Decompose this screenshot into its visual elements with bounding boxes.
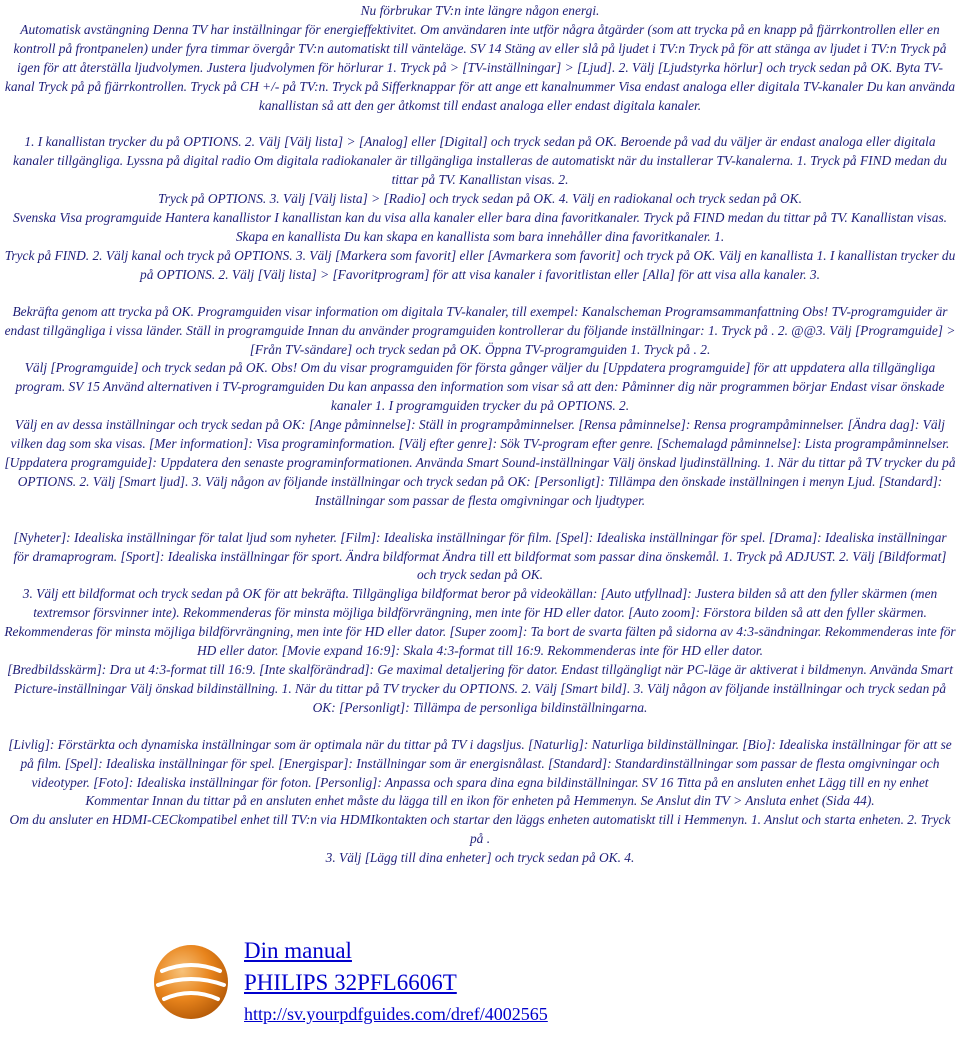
orange-sphere-logo-icon bbox=[150, 941, 232, 1023]
footer-link-group bbox=[244, 935, 548, 1029]
paragraph: Välj en av dessa inställningar och tryck sedan på OK: [Ange påminnelse]: Ställ in programpåminnelser. [Rensa påminnelse]: Rensa programpåminnelser. [Ändra dag]: Välj vilken dag som ska visas. [Mer information]: Visa programinformation. [Välj efter genre]: Sök TV-program efter genre. [Schemalagd påminnelse]: Lista programpåminnelser. [Uppdatera programguide]: Uppdatera den senaste programinformationen. Använda Smart Sound-inställningar Välj önskad ljudinställning. 1. När du tittar på TV trycker du på OPTIONS. 2. Välj [Smart ljud]. 3. Välj någon av följande inställningar och tryck sedan på OK: [Personligt]: Tillämpa den önskade inställningen i menyn Ljud. [Standard]: Inställningar som passar de flesta omgivningar och ljudtyper. bbox=[4, 417, 956, 508]
paragraph: [Nyheter]: Idealiska inställningar för talat ljud som nyheter. [Film]: Idealiska inställningar för film. [Spel]: Idealiska inställningar för spel. [Drama]: Idealiska inställningar för dramaprogram. [Sport]: Idealiska inställningar för sport. Ändra bildformat Ändra till ett bildformat som passar dina önskemål. 1. Tryck på ADJUST. 2. Välj [Bildformat] och tryck sedan på OK. bbox=[13, 529, 947, 583]
paragraph: Bekräfta genom att trycka på OK. Programguiden visar information om digitala TV-kanaler, till exempel: Kanalscheman Programsammanfattning Obs! TV-programguider är endast tillgängliga i vissa länder. Ställ in programguide Innan du använder programguiden kontrollerar du följande inställningar: 1. Tryck på . 2. @@3. Välj [Programguide] > [Från TV-sändare] och tryck sedan på OK. Öppna TV-programguiden 1. Tryck på . 2. bbox=[4, 303, 956, 357]
paragraph: Automatisk avstängning Denna TV har inställningar för energieffektivitet. Om användaren inte utför några åtgärder (som att trycka på en knapp på fjärrkontrollen eller en kontroll på frontpanelen) under fyra timmar övergår TV:n automatiskt till vänteläge. SV 14 Stäng av eller slå på ljudet i TV:n Tryck på för att stänga av ljudet i TV:n Tryck på igen för att återställa ljudvolymen. Justera ljudvolymen för hörlurar 1. Tryck på > [TV-inställningar] > [Ljud]. 2. Välj [Ljudstyrka hörlur] och tryck sedan på OK. Byta TV-kanal Tryck på på fjärrkontrollen. Tryck på CH +/- på TV:n. Tryck på Sifferknappar för att ange ett kanalnummer Visa endast analoga eller digitala TV-kanaler Du kan använda kanallistan så att den ger åtkomst till endast analoga eller endast digitala kanaler. bbox=[4, 21, 956, 113]
paragraph: 3. Välj ett bildformat och tryck sedan på OK för att bekräfta. Tillgängliga bildformat beror på videokällan: [Auto utfyllnad]: Justera bilden så att den fyller skärmen (men textremsor försvinner inte). Rekommenderas för minsta möjliga bildförvrängning, men inte för HD eller dator. [Auto zoom]: Förstora bilden så att den fyller skärmen. bbox=[22, 586, 938, 621]
paragraph: Rekommenderas för minsta möjliga bildförvrängning, men inte för HD eller dator. [Super zoom]: Ta bort de svarta fälten på sidorna av 4:3-sändningar. Rekommenderas inte för HD eller dator. [Movie expand 16:9]: Skala 4:3-format till 16:9. Rekommenderas inte för HD eller dator. bbox=[4, 624, 956, 659]
url-link[interactable]: http://sv.yourpdfguides.com/dref/4002565 bbox=[244, 1004, 548, 1024]
footer-links bbox=[150, 935, 710, 1035]
paragraph: Tryck på OPTIONS. 3. Välj [Välj lista] > [Radio] och tryck sedan på OK. 4. Välj en radiokanal och tryck sedan på OK. bbox=[158, 191, 802, 207]
paragraph: Tryck på FIND. 2. Välj kanal och tryck på OPTIONS. 3. Välj [Markera som favorit] eller [Avmarkera som favorit] och tryck på OK. Välj en kanallista 1. I kanallistan trycker du på OPTIONS. 2. Välj [Välj lista] > [Favoritprogram] för att visa kanaler i favoritlistan eller [Alla] för att visa alla kanaler. 3. bbox=[4, 247, 956, 282]
paragraph: 3. Välj [Lägg till dina enheter] och tryck sedan på OK. 4. bbox=[325, 850, 635, 866]
paragraph: [Livlig]: Förstärkta och dynamiska inställningar som är optimala när du tittar på TV i dagsljus. [Naturlig]: Naturliga bildinställningar. [Bio]: Idealiska inställningar för att se på film. [Spel]: Idealiska inställningar för spel. [Energispar]: Inställningar som är energisnålast. [Standard]: Standardinställningar som passar de flesta omgivningar och videotyper. [Foto]: Idealiska inställningar för foton. [Personlig]: Anpassa och spara dina egna bildinställningar. SV 16 Titta på en ansluten enhet Lägg till en ny enhet Kommentar Innan du tittar på en ansluten enhet måste du lägga till en ikon för enheten på Hemmenyn. Se Anslut din TV > Ansluta enhet (Sida 44). bbox=[8, 736, 952, 809]
model-link[interactable]: PHILIPS 32PFL6606T bbox=[244, 970, 457, 995]
paragraph: [Bredbildsskärm]: Dra ut 4:3-format till 16:9. [Inte skalförändrad]: Ge maximal detaljering för dator. Endast tillgängligt när PC-läge är aktiverat i bildmenyn. Använda Smart Picture-inställningar Välj önskad bildinställning. 1. När du tittar på TV trycker du OPTIONS. 2. Välj [Smart bild]. 3. Välj någon av följande inställningar och tryck sedan på OK: [Personligt]: Tillämpa de personliga bildinställningarna. bbox=[7, 662, 953, 715]
paragraph-gap bbox=[4, 511, 956, 529]
paragraph: Svenska Visa programguide Hantera kanallistor I kanallistan kan du visa alla kanaler eller bara dina favoritkanaler. Tryck på FIND medan du tittar på TV. Kanallistan visas. Skapa en kanallista Du kan skapa en kanallista som bara innehåller dina favoritkanaler. 1. bbox=[12, 210, 948, 244]
paragraph-gap bbox=[4, 718, 956, 736]
paragraph: Nu förbrukar TV:n inte längre någon energi. bbox=[360, 3, 600, 18]
paragraph: 1. I kanallistan trycker du på OPTIONS. 2. Välj [Välj lista] > [Analog] eller [Digital] och tryck sedan på OK. Beroende på vad du väljer är endast analoga eller digitala kanaler tillgängliga. Lyssna på digital radio Om digitala radiokanaler är tillgängliga installeras de automatiskt när du installerar TV-kanalerna. 1. Tryck på FIND medan du tittar på TV. Kanallistan visas. 2. bbox=[13, 134, 947, 188]
manual-text-body bbox=[4, 2, 956, 868]
manual-link[interactable]: Din manual bbox=[244, 938, 352, 963]
paragraph-gap bbox=[4, 285, 956, 303]
paragraph: Om du ansluter en HDMI-CECkompatibel enhet till TV:n via HDMIkontakten och startar den läggs enheten automatiskt till i Hemmenyn. 1. Anslut och starta enheten. 2. Tryck på . bbox=[9, 812, 951, 847]
paragraph: Välj [Programguide] och tryck sedan på OK. Obs! Om du visar programguiden för första gånger väljer du [Uppdatera programguide] för att uppdatera alla tillgängliga program. SV 15 Använd alternativen i TV-programguiden Du kan anpassa den information som visar så att den: Påminner dig när programmen börjar Endast visar önskade kanaler 1. I programguiden trycker du på OPTIONS. 2. bbox=[15, 360, 945, 414]
paragraph-gap bbox=[4, 115, 956, 133]
